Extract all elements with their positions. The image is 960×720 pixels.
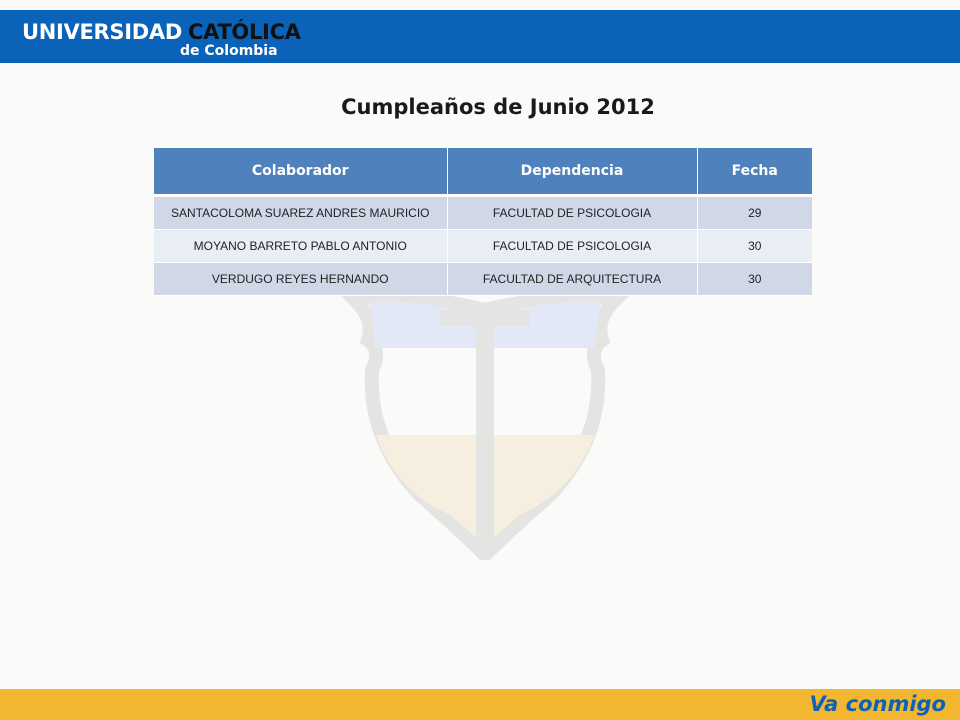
shield-cross-emblem-icon (340, 290, 630, 560)
cell-dependencia: FACULTAD DE PSICOLOGIA (447, 230, 697, 263)
footer-tagline: Va conmigo (809, 692, 946, 716)
cell-dependencia: FACULTAD DE PSICOLOGIA (447, 196, 697, 230)
table-row (154, 230, 812, 263)
page-title: Cumpleaños de Junio 2012 (341, 95, 655, 119)
table-header-row (154, 148, 812, 196)
cell-colaborador: VERDUGO REYES HERNANDO (154, 263, 447, 296)
column-header-colaborador: Colaborador (154, 148, 447, 196)
logo-subtitle: de Colombia (180, 43, 278, 59)
header-bar (0, 10, 960, 63)
cell-dependencia: FACULTAD DE ARQUITECTURA (447, 263, 697, 296)
column-header-dependencia: Dependencia (447, 148, 697, 196)
cell-fecha: 30 (697, 263, 812, 296)
footer-bar (0, 689, 960, 720)
cell-fecha: 30 (697, 230, 812, 263)
column-header-fecha: Fecha (697, 148, 812, 196)
logo-word-universidad: UNIVERSIDAD (22, 20, 182, 44)
cell-colaborador: SANTACOLOMA SUAREZ ANDRES MAURICIO (154, 196, 447, 230)
cell-colaborador: MOYANO BARRETO PABLO ANTONIO (154, 230, 447, 263)
logo-word-catolica: CATÓLICA (187, 20, 301, 44)
table-row (154, 263, 812, 296)
birthday-table (154, 148, 812, 296)
table-row (154, 196, 812, 230)
logo-title (22, 20, 301, 44)
cell-fecha: 29 (697, 196, 812, 230)
